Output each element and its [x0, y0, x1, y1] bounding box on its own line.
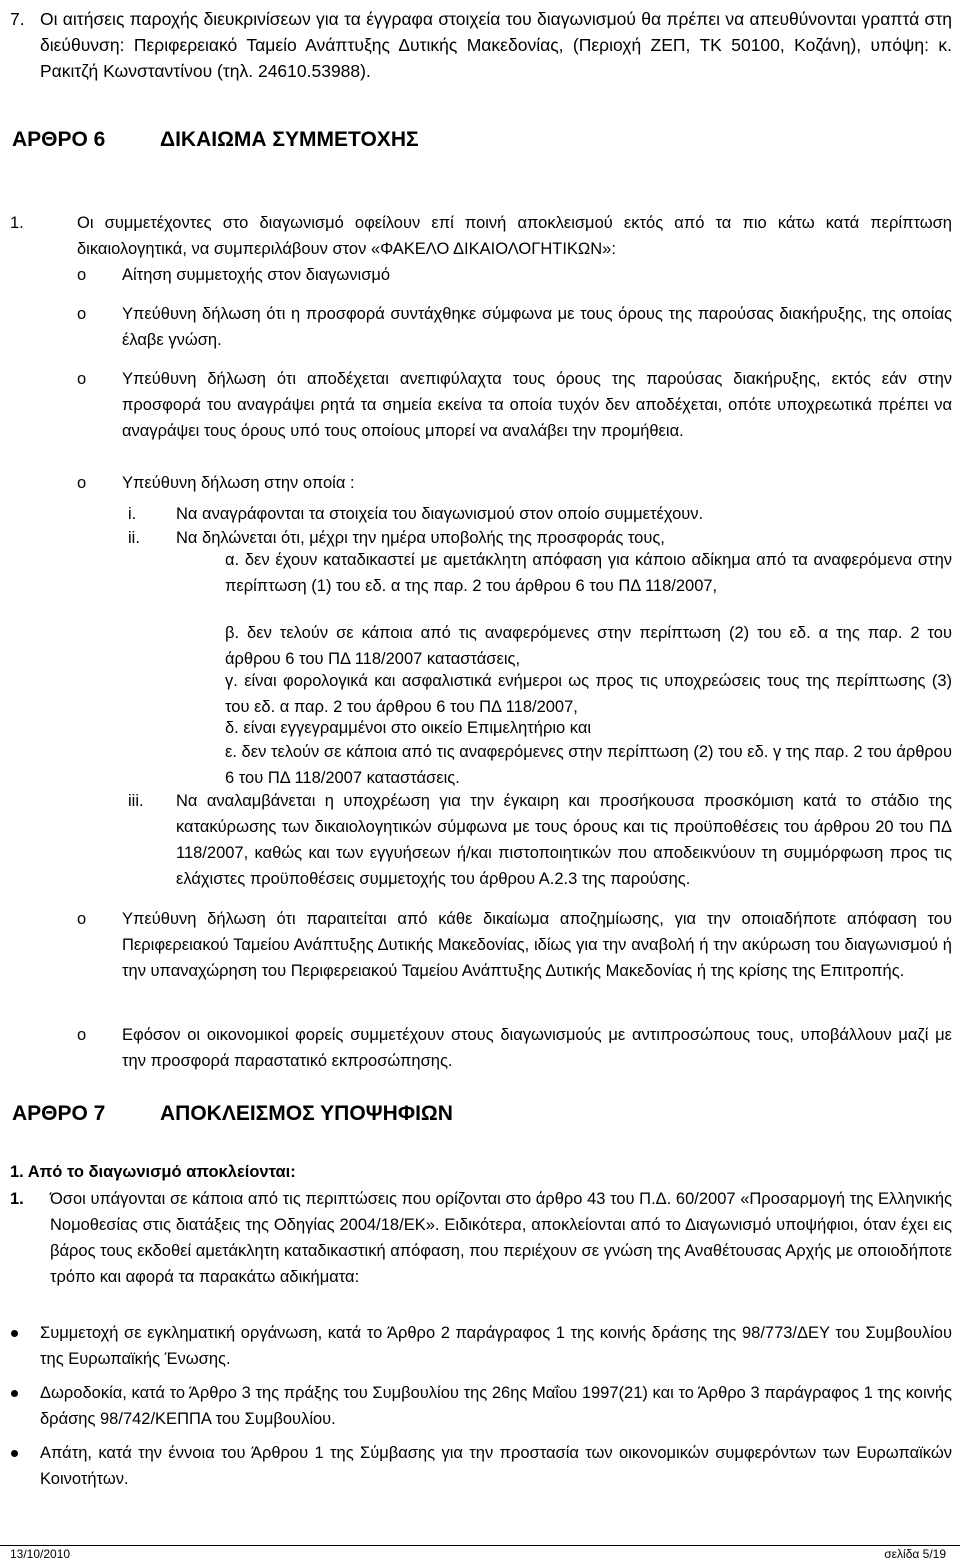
list-item: Υπεύθυνη δήλωση ότι αποδέχεται ανεπιφύλαχτα τους όρους της παρούσας διακήρυξης, εκτός εάν στην προσφορά του αναγράψει ρητά τα σημεία εκείνα τα οποία τυχόν δεν αποδέχεται, οπότε υποχρεωτικά πρέπει να αναγράψει τους όρους υπό τους οποίους μπορεί να αναλάβει την προμήθεια.: [122, 370, 952, 440]
list-bullet: o: [77, 305, 87, 323]
roman-numeral: i.: [128, 505, 137, 523]
list-item: Δωροδοκία, κατά το Άρθρο 3 της πράξης του Συμβουλίου της 26ης Μαΐου 1997(21) και το Άρθρο 3 παράγραφος 1 της κοινής δράσης 98/742/ΚΕΠΠΑ του Συμβουλίου.: [40, 1384, 952, 1428]
bullet-dot-icon: [11, 1450, 18, 1457]
sub-clause: β. δεν τελούν σε κάποια από τις αναφερόμενες στην περίπτωση (2) του εδ. α της παρ. 2 του άρθρου 6 του ΠΔ 118/2007 καταστάσεις,: [225, 624, 952, 668]
paragraph-text: Οι αιτήσεις παροχής διευκρινίσεων για τα έγγραφα στοιχεία του διαγωνισμού θα πρέπει να απευθύνονται γραπτά στη διεύθυνση: Περιφερειακό Ταμείο Ανάπτυξης Δυτικής Μακεδονίας, (Περιοχή ΖΕΠ, ΤΚ 50100, Κοζάνη), υπόψη: κ. Ρακιτζή Κωνσταντίνου (τηλ. 24610.53988).: [40, 9, 952, 81]
roman-numeral: iii.: [128, 792, 144, 810]
footer-divider: [0, 1545, 960, 1546]
list-item: Αίτηση συμμετοχής στον διαγωνισμό: [122, 266, 391, 284]
item-number: 7.: [10, 9, 25, 29]
sub-list-item: Να αναγράφονται τα στοιχεία του διαγωνισμού στον οποίο συμμετέχουν.: [176, 505, 704, 523]
footer-page-number: σελίδα 5/19: [884, 1547, 946, 1561]
paragraph-text: Όσοι υπάγονται σε κάποια από τις περιπτώσεις που ορίζονται στο άρθρο 43 του Π.Δ. 60/2007 «Προσαρμογή της Ελληνικής Νομοθεσίας στις διατάξεις της Οδηγίας 2004/18/ΕΚ». Ειδικότερα, αποκλείονται από το Διαγωνισμό υποψήφιοι, όταν έχει εις βάρος τους εκδοθεί αμετάκλητη καταδικαστική απόφαση, που περιέχουν σε γνώση της Αναθέτουσας Αρχής με οποιοδήποτε τρόπο και αφορά τα παρακάτω αδικήματα:: [50, 1190, 952, 1286]
sub-list-item: Να δηλώνεται ότι, μέχρι την ημέρα υποβολής της προσφοράς τους,: [176, 529, 665, 547]
roman-numeral: ii.: [128, 529, 140, 547]
article-label: ΑΡΘΡΟ 7: [12, 1102, 106, 1125]
sub-clause: γ. είναι φορολογικά και ασφαλιστικά ενήμεροι ως προς τις υποχρεώσεις τους της περίπτωσης (3) του εδ. α παρ. 2 του άρθρου 6 του ΠΔ 118/2007,: [225, 672, 952, 716]
sub-list-item: Να αναλαμβάνεται η υποχρέωση για την έγκαιρη και προσήκουσα προσκόμιση κατά το στάδιο της κατακύρωσης των δικαιολογητικών σύμφωνα με τους όρους και τις προϋποθέσεις του άρθρου 20 του ΠΔ 118/2007, καθώς και των εγγυήσεων ή/και πιστοποιητικών που αποδεικνύουν τη συμμόρφωση προς τις ελάχιστες προϋποθέσεις συμμετοχής του άρθρου Α.2.3 της παρούσης.: [176, 792, 952, 888]
bullet-dot-icon: [11, 1330, 18, 1337]
list-bullet: o: [77, 370, 87, 388]
article-title: ΑΠΟΚΛΕΙΣΜΟΣ ΥΠΟΨΗΦΙΩΝ: [160, 1102, 453, 1125]
footer-date: 13/10/2010: [10, 1547, 71, 1561]
article-label: ΑΡΘΡΟ 6: [12, 128, 106, 151]
list-bullet: o: [77, 266, 87, 284]
list-item: Απάτη, κατά την έννοια του Άρθρου 1 της Σύμβασης για την προστασία των οικονομικών συμφερόντων των Ευρωπαϊκών Κοινοτήτων.: [40, 1444, 952, 1488]
list-item: Υπεύθυνη δήλωση ότι παραιτείται από κάθε δικαίωμα αποζημίωσης, για την οποιαδήποτε απόφαση του Περιφερειακού Ταμείου Ανάπτυξης Δυτικής Μακεδονίας, ιδίως για την αναβολή ή την ακύρωση του διαγωνισμού ή την υπαναχώρηση του Περιφερειακού Ταμείου Ανάπτυξης Δυτικής Μακεδονίας ή της κρίσης της Επιτροπής.: [122, 910, 952, 980]
list-bullet: o: [77, 1026, 87, 1044]
list-item: Εφόσον οι οικονομικοί φορείς συμμετέχουν στους διαγωνισμούς με αντιπροσώπους τους, υποβάλλουν μαζί με την προσφορά παραστατικό εκπροσώπησης.: [122, 1026, 952, 1070]
list-item: Υπεύθυνη δήλωση στην οποία :: [122, 474, 355, 492]
paragraph-text: Οι συμμετέχοντες στο διαγωνισμό οφείλουν επί ποινή αποκλεισμού εκτός από τα πιο κάτω κατά περίπτωση δικαιολογητικά, να συμπεριλάβουν στον «ΦΑΚΕΛΟ ΔΙΚΑΙΟΛΟΓΗΤΙΚΩΝ»:: [77, 214, 952, 258]
list-item: Υπεύθυνη δήλωση ότι η προσφορά συντάχθηκε σύμφωνα με τους όρους της παρούσας διακήρυξης, της οποίας έλαβε γνώση.: [122, 305, 952, 349]
sub-clause: δ. είναι εγγεγραμμένοι στο οικείο Επιμελητήριο και: [225, 719, 592, 737]
article-title: ΔΙΚΑΙΩΜΑ ΣΥΜΜΕΤΟΧΗΣ: [160, 128, 419, 151]
bullet-dot-icon: [11, 1390, 18, 1397]
item-number: 1.: [10, 1190, 24, 1208]
list-item: Συμμετοχή σε εγκληματική οργάνωση, κατά το Άρθρο 2 παράγραφος 1 της κοινής δράσης της 98/773/ΔΕΥ του Συμβουλίου της Ευρωπαϊκής Ένωσης.: [40, 1324, 952, 1368]
list-bullet: o: [77, 910, 87, 928]
section-subheading: 1. Από το διαγωνισμό αποκλείονται:: [10, 1163, 296, 1181]
sub-clause: α. δεν έχουν καταδικαστεί με αμετάκλητη απόφαση για κάποιο αδίκημα από τα αναφερόμενα στην περίπτωση (1) του εδ. α της παρ. 2 του άρθρου 6 του ΠΔ 118/2007,: [225, 551, 952, 595]
item-number: 1.: [10, 214, 24, 232]
list-bullet: o: [77, 474, 87, 492]
sub-clause: ε. δεν τελούν σε κάποια από τις αναφερόμενες στην περίπτωση (2) του εδ. γ της παρ. 2 του άρθρου 6 του ΠΔ 118/2007 καταστάσεις.: [225, 743, 952, 787]
